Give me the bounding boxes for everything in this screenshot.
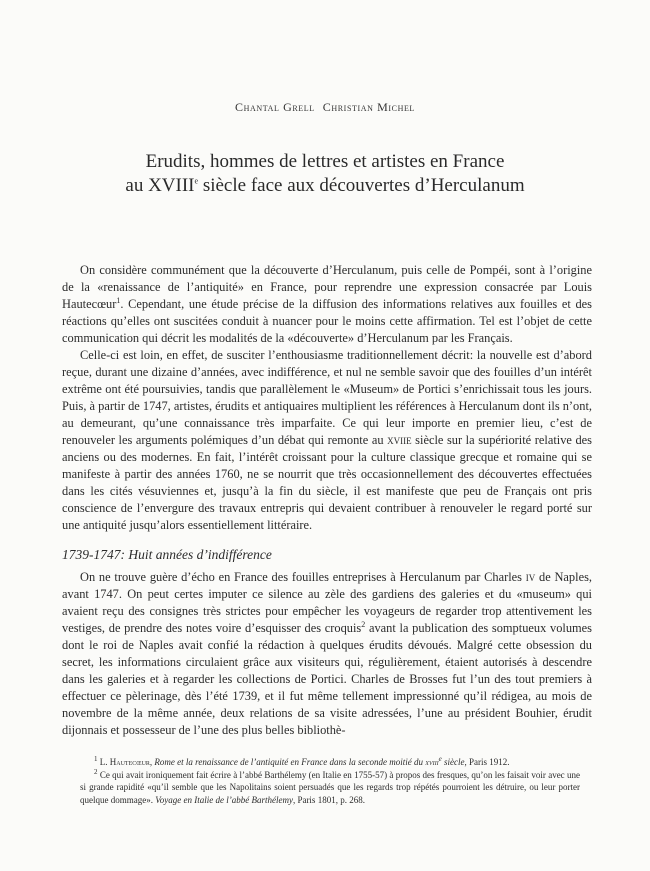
footnote: $^1$ L. Hautecœur, Rome et la renaissance de l’antiquité en France dans la seconde moitié du xviii$^e$ siècle, Paris 1912. <box>94 755 510 767</box>
article-title <box>60 150 590 198</box>
paragraph: Celle-ci est loin, en effet, de susciter l’enthousiasme traditionnellement décrit: la nouvelle est d’abord reçue, durant une dizaine d’années, avec indifférence, et nul ne semble savoir que des fouilles d’un intérêt extrême ont été poursuivies, tandis que parallèlement le «Museum» de Portici s’enrichissait tous les jours. Puis, à partir de 1747, artistes, érudits et antiquaires multiplient les références à Herculanum dont ils n’ont, au demeurant, qu’une connaissance très imparfaite. Ce qui leur importe en premier lieu, c’est de renouveler les arguments polémiques d’un débat qui remonte au xviie siècle sur la supériorité relative des anciens ou des modernes. En fait, l’intérêt croissant pour la culture classique grecque et romaine qui se manifeste à partir des années 1760, ne se nourrit que très occasionnellement des découvertes effectuées dans les cités vésuviennes et, jusqu’à la fin du siècle, il est manifeste que peu de Français ont pris conscience de l’envergure des travaux entrepris qui devaient contribuer à renouveler le regard porté sur une antiquité jusqu’alors essentiellement littéraire. <box>62 348 593 532</box>
title-line: au XVIIIe siècle face aux découvertes d’Herculanum <box>125 175 525 196</box>
footnote: $^2$ Ce qui avait ironiquement fait écrire à l’abbé Barthélemy (en Italie en 1755-57) à propos des fresques, qu’on les faisait voir avec une si grande rapidité «qu’il semble que les Napolitains soient persuadés que les regards trop répétés pourroient les détruire, ou leur porter quelque dommage». Voyage en Italie de l’abbé Barthélemy, Paris 1801, p. 268. <box>80 767 580 805</box>
section-heading: 1739-1747: Huit années d’indifférence <box>62 547 272 562</box>
article-body <box>62 262 592 739</box>
author-name: Christian Michel <box>322 100 415 114</box>
paragraph: On ne trouve guère d’écho en France des fouilles entreprises à Herculanum par Charles iv de Naples, avant 1747. On peut certes imputer ce silence au zèle des gardiens des galeries et du «museum» qui avaient reçu des consignes très strictes pour empêcher les voyageurs de regarder trop attentivement les vestiges, de prendre des notes voire d’esquisser des croquis$^2$ avant la publication des somptueux volumes dont le roi de Naples avait confié la rédaction à quelques érudits dévoués. Malgré cette obsession du secret, les informations circulaient grâce aux visiteurs qui, régulièrement, étaient autorisés à descendre dans les galeries et à regarder les collections de Portici. Charles de Brosses fut l’un des tout premiers à effectuer ce pèlerinage, dès l’été 1739, et il fut même tellement impressionné qu’il rédigea, au mois de novembre de la même année, deux relations de sa visite adressées, l’une au président Bouhier, érudit dijonnais et possesseur de l’une des plus belles bibliothè- <box>62 570 592 737</box>
paragraph: On considère communément que la découverte d’Herculanum, puis celle de Pompéi, sont à l’origine de la «renaissance de l’antiquité» en France, pour reprendre une expression consacrée par Louis Hautecœur$^1$. Cependant, une étude précise de la diffusion des informations relatives aux fouilles et des réactions qu’elles ont suscitées conduit à nuancer pour le moins cette affirmation. Tel est l’objet de cette communication qui décrit les modalités de la «découverte» d’Herculanum par les Français. <box>62 263 592 345</box>
footnote-ref: 1 <box>116 295 121 305</box>
footnote-ref: 2 <box>361 619 366 629</box>
author-name: Chantal Grell <box>235 100 315 114</box>
author-line <box>0 100 650 115</box>
footnotes <box>80 756 580 806</box>
title-line: Erudits, hommes de lettres et artistes en France <box>145 151 505 172</box>
